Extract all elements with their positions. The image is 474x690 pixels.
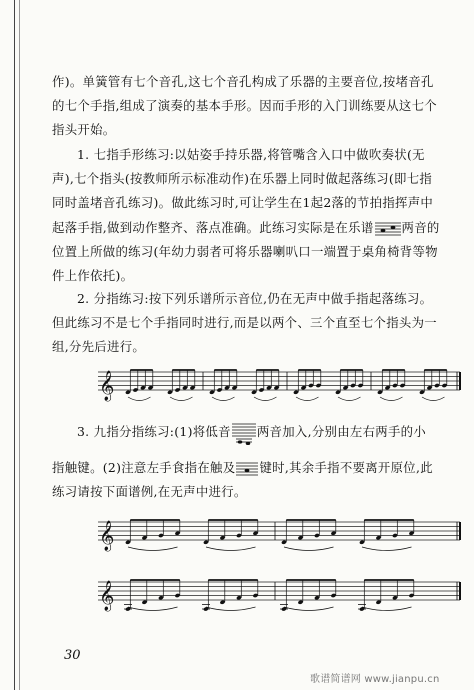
text-line: 组,分先后进行。 [52, 339, 146, 354]
slur [338, 397, 361, 401]
text-line: 件上作依托)。 [52, 268, 134, 283]
slur [422, 397, 445, 401]
paragraph-seven-finger [52, 143, 450, 215]
slur [380, 397, 403, 401]
inline-staff-low-notes [231, 421, 257, 445]
text-line: 位置上所做的练习(年幼力弱者可将乐器喇叭口一端置于桌角椅背等物 [52, 244, 438, 259]
paragraph-nine-finger [52, 420, 450, 444]
slur [128, 607, 178, 611]
page-number: 30 [64, 648, 81, 663]
text-fragment: 两音加入,分别由左右两手的小 [256, 424, 427, 439]
slur [170, 397, 193, 401]
slur [206, 607, 256, 611]
slur [254, 397, 277, 401]
text-line [52, 456, 450, 480]
paragraph-split-finger [52, 287, 450, 359]
text-fragment: 指触键。(2)注意左手食指在触及 [52, 460, 236, 475]
text-line: 的七个手指,组成了演奏的基本手形。因而手形的入门训练要从这七个 [52, 98, 437, 113]
inline-staff-notes [374, 218, 402, 240]
text-fragment: 键时,其余手指不要离开原位,此 [259, 460, 433, 475]
slur [284, 607, 334, 611]
inline-staff-key-note [235, 459, 259, 479]
text-line: 指头开始。 [52, 122, 116, 137]
text-line: 同时盖堵音孔练习)。做此练习时,可让学生在1起2落的节拍指挥声中 [52, 195, 434, 210]
text-line [52, 420, 450, 444]
text-fragment: 起落手指,做到动作整齐、落点准确。此练习实际是在乐谱 [52, 220, 374, 235]
text-line: 作)。单簧管有七个音孔,这七个音孔构成了乐器的主要音位,按堵音孔 [52, 74, 434, 89]
text-line: 声),七个指头(按教师所示标准动作)在乐器上同时做起落练习(即七指 [52, 171, 433, 186]
page-binding-edge [14, 0, 15, 690]
text-line: 但此练习不是七个手指同时进行,而是以两个、三个直至七个指头为一 [52, 315, 437, 330]
paragraph-intro [52, 70, 450, 142]
treble-clef-icon: 𝄞 [99, 521, 115, 551]
paragraph-nine-finger-cont [52, 456, 450, 504]
music-staff-exercise-1 [98, 364, 462, 404]
slur [128, 547, 178, 551]
text-line: 练习请按下面谱例,在无声中进行。 [52, 484, 247, 499]
paragraph-seven-finger-cont [52, 216, 450, 288]
slur [284, 547, 334, 551]
slur [212, 397, 235, 401]
music-staff-exercise-3 [98, 574, 462, 614]
text-line [52, 216, 450, 240]
music-staff-exercise-2 [98, 514, 462, 554]
slur [206, 547, 256, 551]
text-fragment: 两音的 [401, 220, 440, 235]
text-line: 2. 分指练习:按下列乐谱所示音位,仍在无声中做手指起落练习。 [77, 291, 433, 306]
text-fragment: 3. 九指分指练习:(1)将低音 [77, 424, 231, 439]
slur [362, 607, 412, 611]
slur [296, 397, 319, 401]
treble-clef-icon: 𝄞 [99, 581, 115, 611]
text-line: 1. 七指手形练习:以姑姿手持乐器,将管嘴含入口中做吹奏状(无 [77, 147, 425, 162]
slur [362, 547, 412, 551]
treble-clef-icon: 𝄞 [99, 371, 115, 401]
slur [128, 397, 151, 401]
site-watermark: 歌谱简谱网 www.jianpu.cn [310, 674, 440, 685]
page-binding-edge-inner [19, 0, 20, 690]
